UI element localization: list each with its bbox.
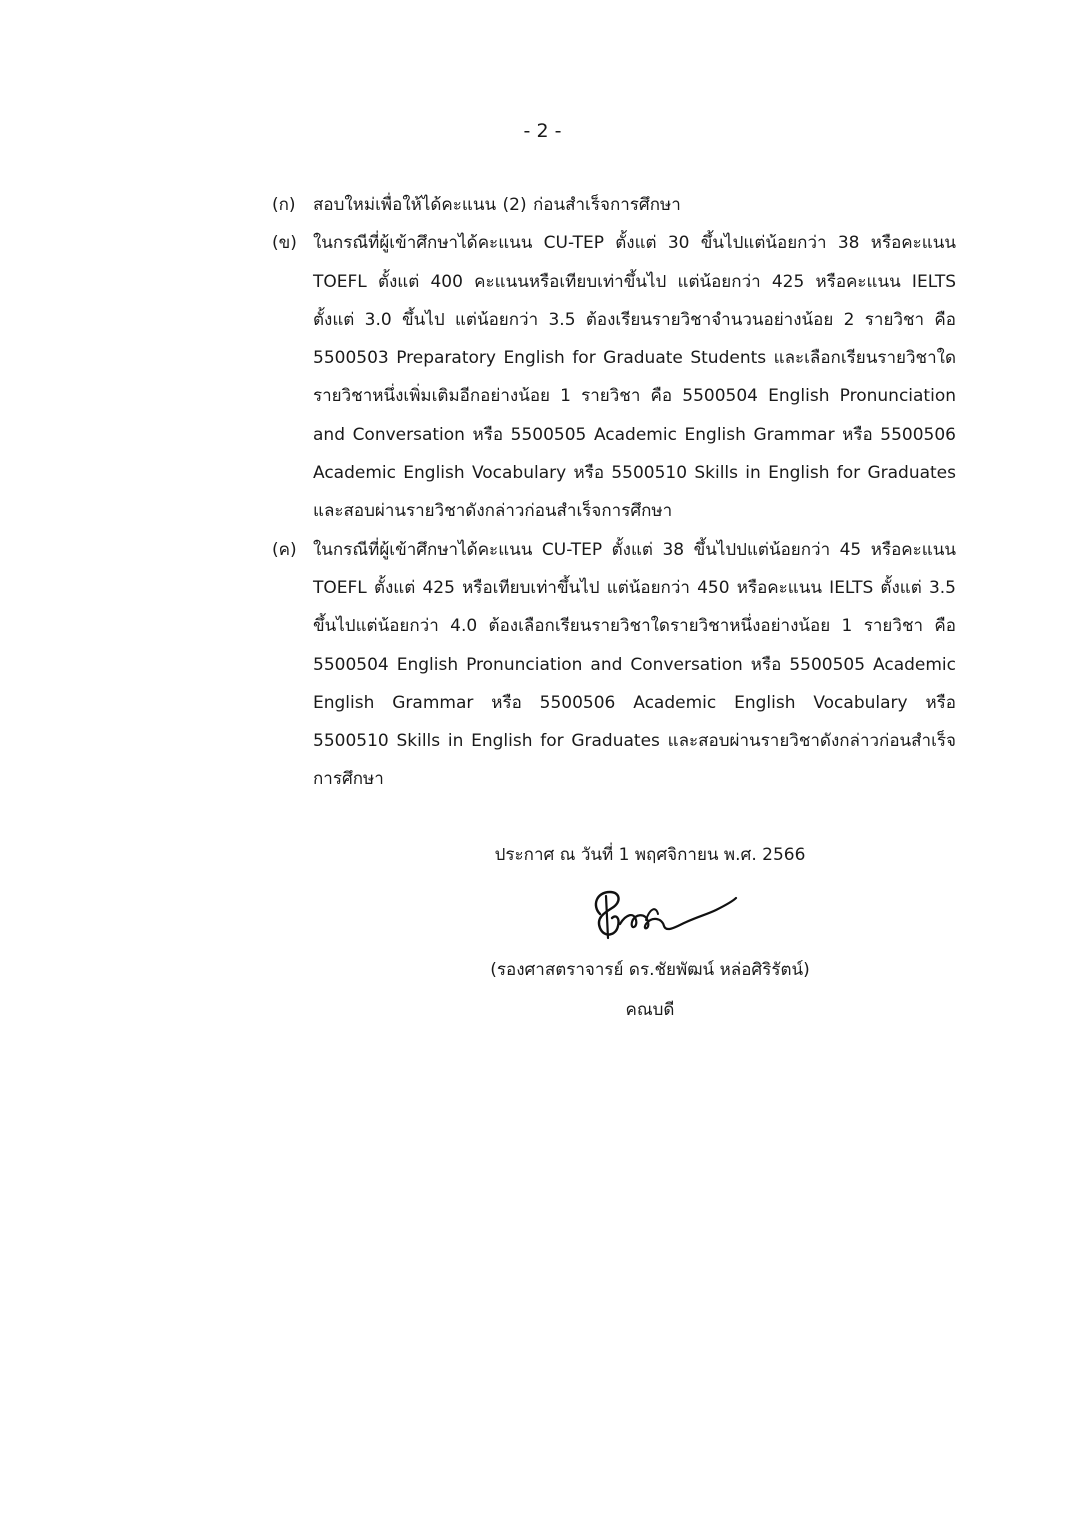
- page-number: - 2 -: [523, 120, 562, 142]
- signer-title: คณบดี: [625, 1000, 675, 1020]
- item-marker: (ก): [272, 195, 296, 215]
- item-text: ในกรณีที่ผู้เข้าศึกษาได้คะแนน CU-TEP ตั้งแต่ 38 ขึ้นไปปแต่น้อยกว่า 45 หรือคะแนน TOEFL ตั้งแต่ 425 หรือเทียบเท่าขึ้นไป แต่น้อยกว่า 450 หรือคะแนน IELTS ตั้งแต่ 3.5 ขึ้นไปแต่น้อยกว่า 4.0 ต้องเลือกเรียนรายวิชาใดรายวิชาหนึ่งอย่างน้อย 1 รายวิชา คือ 5500504 English Pronunciation and Conversation หรือ 5500505 Academic English Grammar หรือ 5500506 Academic English Vocabulary หรือ 5500510 Skills in English for Graduates และสอบผ่านรายวิชาดังกล่าวก่อนสำเร็จการศึกษา: [313, 539, 956, 790]
- item-text: ในกรณีที่ผู้เข้าศึกษาได้คะแนน CU-TEP ตั้งแต่ 30 ขึ้นไปแต่น้อยกว่า 38 หรือคะแนน TOEFL ตั้งแต่ 400 คะแนนหรือเทียบเท่าขึ้นไป แต่น้อยกว่า 425 หรือคะแนน IELTS ตั้งแต่ 3.0 ขึ้นไป แต่น้อยกว่า 3.5 ต้องเรียนรายวิชาจำนวนอย่างน้อย 2 รายวิชา คือ 5500503 Preparatory English for Graduate Students และเลือกเรียนรายวิชาใดรายวิชาหนึ่งเพิ่มเติมอีกอย่างน้อย 1 รายวิชา คือ 5500504 English Pronunciation and Conversation หรือ 5500505 Academic English Grammar หรือ 5500506 Academic English Vocabulary หรือ 5500510 Skills in English for Graduates และสอบผ่านรายวิชาดังกล่าวก่อนสำเร็จการศึกษา: [313, 233, 956, 522]
- list-item: [272, 531, 956, 799]
- item-text: สอบใหม่เพื่อให้ได้คะแนน (2) ก่อนสำเร็จการศึกษา: [313, 195, 681, 215]
- item-marker: (ค): [272, 539, 297, 560]
- list-item: [272, 186, 956, 224]
- signature-image: [586, 884, 741, 944]
- item-marker: (ข): [272, 233, 297, 254]
- conditions-list: [272, 186, 956, 799]
- signer-name: (รองศาสตราจารย์ ดร.ชัยพัฒน์ หล่อศิริรัตน์): [490, 960, 810, 980]
- list-item: [272, 224, 956, 530]
- announcement-date: ประกาศ ณ วันที่ 1 พฤศจิกายน พ.ศ. 2566: [494, 845, 806, 865]
